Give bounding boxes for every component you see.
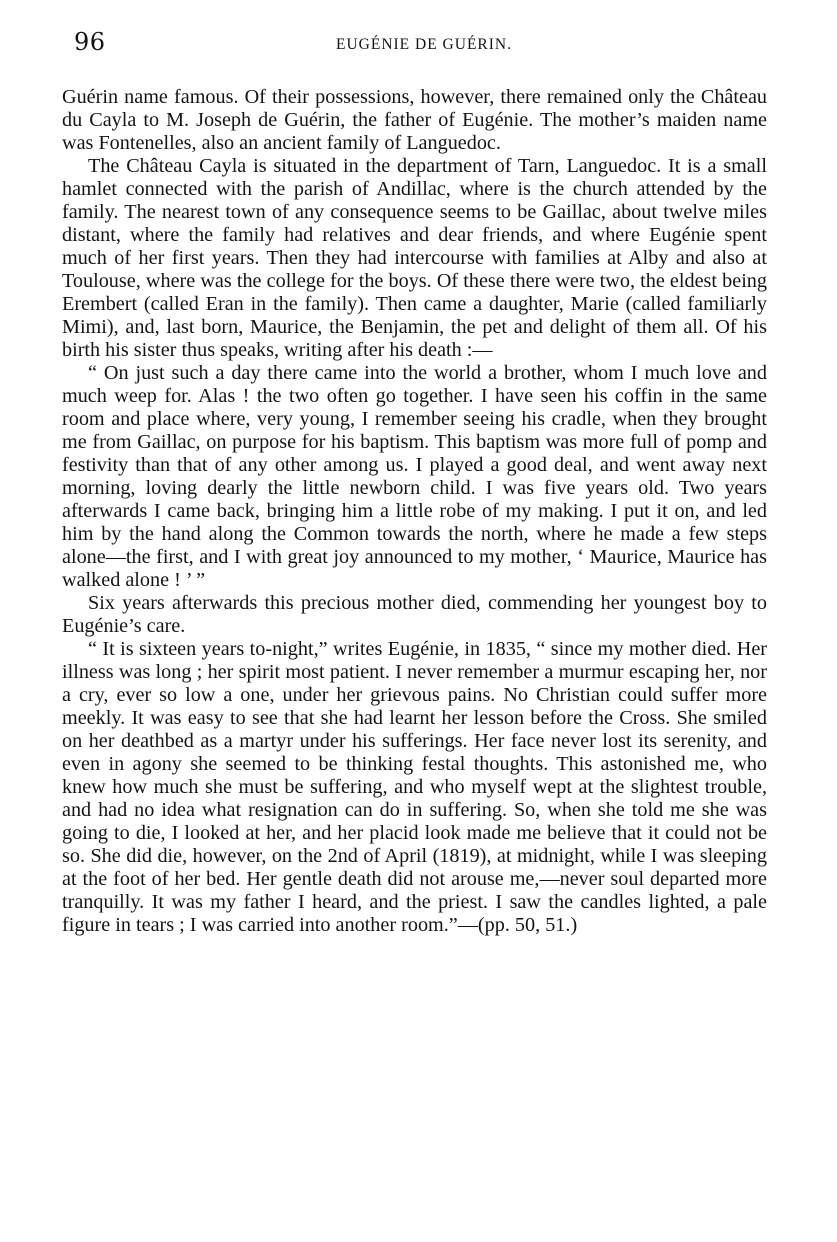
running-head: EUGÉNIE DE GUÉRIN.	[336, 36, 512, 53]
paragraph-5-quotation: “ It is sixteen years to-night,” writes Eugénie, in 1835, “ since my mother died. Her illness was long ; her spirit most patient. I never remember a murmur escaping her, nor a cry, ever so low a one, under her grievous pains. No Christian could suffer more meekly. It was easy to see that she had learnt her lesson before the Cross. She smiled on her deathbed as a martyr under his sufferings. Her face never lost its serenity, and even in agony she seemed to be thinking festal thoughts. This astonished me, who knew how much she must be suffering, and who myself wept at the slightest trouble, and had no idea what resignation can do in suffering. So, when she told me she was going to die, I looked at her, and her placid look made me believe that it could not be so. She did die, however, on the 2nd of April (1819), at midnight, while I was sleeping at the foot of her bed. Her gentle death did not arouse me,—never soul departed more tranquilly. It was my father I heard, and the priest. I saw the candles lighted, a pale figure in tears ; I was carried into another room.”—(pp. 50, 51.)	[62, 638, 767, 936]
page-number: 96	[74, 28, 106, 56]
body-text	[62, 86, 767, 937]
paragraph-1: Guérin name famous. Of their possessions, however, there remained only the Château du Cayla to M. Joseph de Guérin, the father of Eugénie. The mother’s maiden name was Fontenelles, also an ancient family of Languedoc.	[62, 86, 767, 154]
paragraph-3-quotation: “ On just such a day there came into the world a brother, whom I much love and much weep for. Alas ! the two often go together. I have seen his coffin in the same room and place where, very young, I remember seeing his cradle, when they brought me from Gaillac, on purpose for his baptism. This baptism was more full of pomp and festivity than that of any other among us. I played a good deal, and went away next morning, loving dearly the little newborn child. I was five years old. Two years afterwards I came back, bringing him a little robe of my making. I put it on, and led him by the hand along the Common towards the north, where he made a few steps alone—the first, and I with great joy announced to my mother, ‘ Maurice, Maurice has walked alone ! ’ ”	[62, 362, 767, 591]
paragraph-4: Six years afterwards this precious mother died, commending her youngest boy to Eugénie’s care.	[62, 592, 767, 637]
page-header	[74, 28, 774, 68]
paragraph-2: The Château Cayla is situated in the department of Tarn, Languedoc. It is a small hamlet connected with the parish of Andillac, where is the church attended by the family. The nearest town of any consequence seems to be Gaillac, about twelve miles distant, where the family had relatives and dear friends, and where Eugénie spent much of her first years. Then they had intercourse with families at Alby and also at Toulouse, where was the college for the boys. Of these there were two, the eldest being Erembert (called Eran in the family). Then came a daughter, Marie (called familiarly Mimi), and, last born, Maurice, the Benjamin, the pet and delight of them all. Of his birth his sister thus speaks, writing after his death :—	[62, 155, 767, 361]
